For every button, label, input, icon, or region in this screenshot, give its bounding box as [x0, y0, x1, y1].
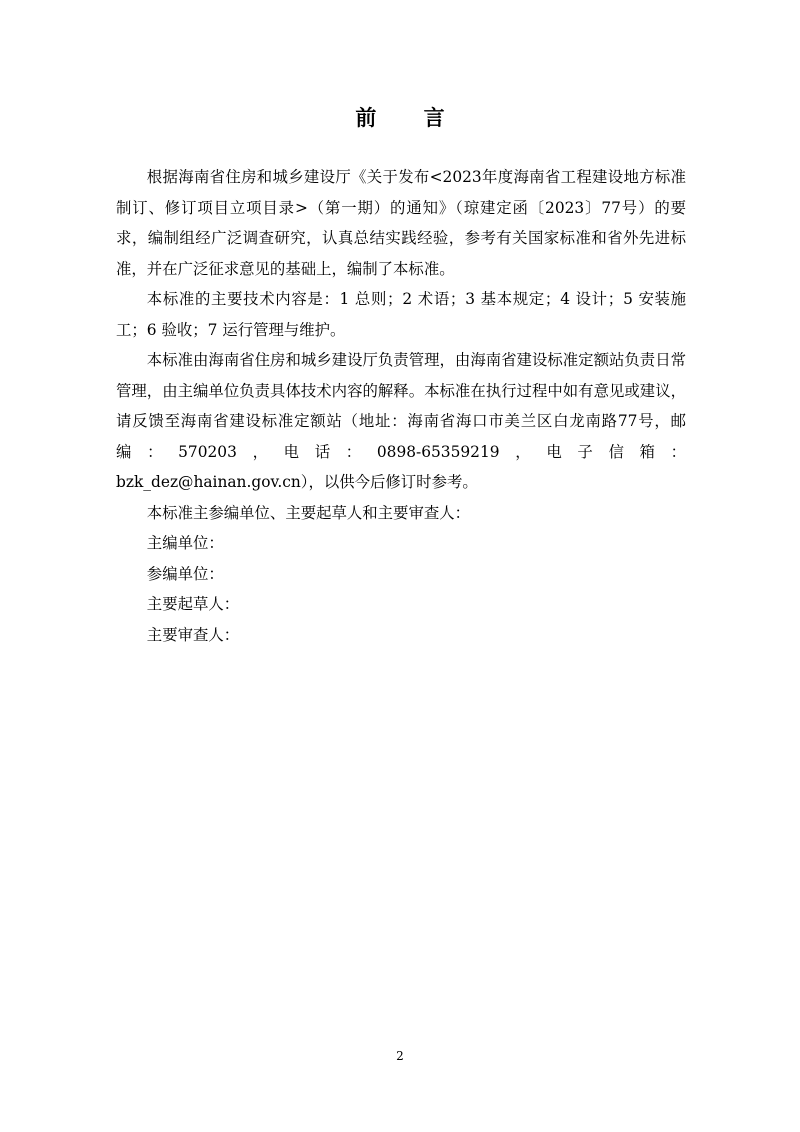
- main-reviewers: 主要审查人：: [146, 625, 240, 644]
- page-number: 2: [396, 1049, 404, 1063]
- paragraph-contributors-intro: 本标准主参编单位、主要起草人和主要审查人：: [146, 503, 471, 522]
- participating-unit: 参编单位：: [146, 564, 224, 583]
- chief-editor-unit: 主编单位：: [146, 534, 224, 552]
- body-text: [116, 162, 686, 650]
- page-title: 前 言: [355, 106, 465, 130]
- main-drafters: 主要起草人：: [146, 595, 240, 613]
- paragraph-background: 根据海南省住房和城乡建设厅《关于发布<2023年度海南省工程建设地方标准制订、修订项目立项目录>（第一期）的通知》（琼建定函〔2023〕77号）的要求，编制组经广泛调查研究，认真总结实践经验，参考有关国家标准和省外先进标准，并在广泛征求意见的基础上，编制了本标准。: [116, 168, 686, 278]
- paragraph-main-content: 本标准的主要技术内容是：1 总则；2 术语；3 基本规定；4 设计；5 安装施工；6 验收；7 运行管理与维护。: [116, 290, 686, 339]
- paragraph-management: 本标准由海南省住房和城乡建设厅负责管理，由海南省建设标准定额站负责日常管理，由主编单位负责具体技术内容的解释。本标准在执行过程中如有意见或建议，请反馈至海南省建设标准定额站（地址：海南省海口市美兰区白龙南路77号，邮编：570203，电话：0898-65359219，电子信箱：bzk_dez@hainan.gov.cn），以供今后修订时参考。: [116, 351, 686, 491]
